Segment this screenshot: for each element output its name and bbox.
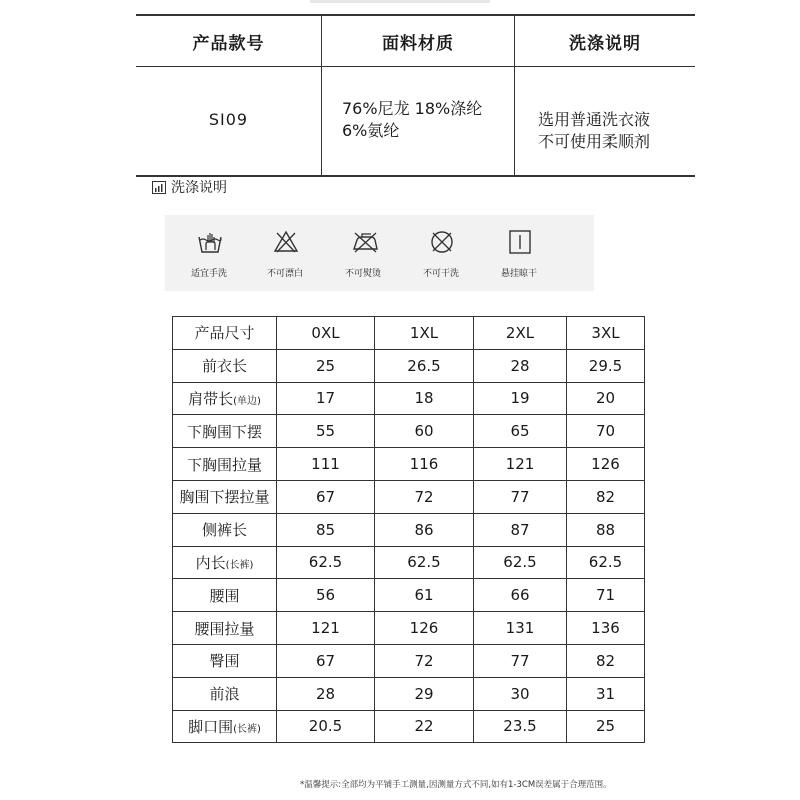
size-value-cell: 121 [474, 448, 567, 481]
size-table-header-row [173, 317, 645, 350]
table-row [173, 349, 645, 382]
care-item-hand-wash [169, 215, 249, 291]
size-table [172, 316, 645, 743]
size-value-cell: 61 [375, 579, 474, 612]
row-label-text: 侧裤长 [201, 521, 247, 540]
row-label [173, 710, 277, 743]
size-value-cell: 18 [375, 382, 474, 415]
size-value-cell: 121 [277, 612, 375, 645]
row-label-text: 下胸围拉量 [186, 455, 262, 474]
size-value-cell: 88 [567, 513, 645, 546]
size-value-cell: 85 [277, 513, 375, 546]
size-header-0xl: 0XL [277, 317, 375, 350]
row-label [173, 612, 277, 645]
header-fabric: 面料材质 [382, 33, 454, 54]
size-value-cell: 71 [567, 579, 645, 612]
size-header-1xl: 1XL [375, 317, 474, 350]
size-value-cell: 26.5 [375, 349, 474, 382]
care-section-title [152, 177, 227, 197]
size-value-cell: 72 [375, 644, 474, 677]
size-value-cell: 66 [474, 579, 567, 612]
row-label-text: 前浪 [209, 685, 240, 704]
row-label [173, 382, 277, 415]
row-label-text: 腰围 [209, 586, 240, 605]
size-value-cell: 67 [277, 480, 375, 513]
care-item-no-dry-clean [401, 215, 481, 291]
table-row [173, 382, 645, 415]
table-row [173, 415, 645, 448]
size-value-cell: 67 [277, 644, 375, 677]
no-iron-icon [351, 229, 379, 255]
size-value-cell: 86 [375, 513, 474, 546]
care-label: 适宜手洗 [190, 269, 227, 279]
size-value-cell: 25 [277, 349, 375, 382]
size-value-cell: 111 [277, 448, 375, 481]
hand-wash-icon [197, 229, 223, 255]
fabric-composition [322, 67, 514, 173]
row-label-text: 下胸围下摆 [186, 422, 262, 441]
no-bleach-icon [273, 229, 299, 255]
size-value-cell: 82 [567, 480, 645, 513]
row-label [173, 644, 277, 677]
size-value-cell: 126 [567, 448, 645, 481]
size-value-cell: 28 [474, 349, 567, 382]
size-value-cell: 65 [474, 415, 567, 448]
size-header-label: 产品尺寸 [173, 317, 277, 350]
size-value-cell: 28 [277, 677, 375, 710]
size-value-cell: 17 [277, 382, 375, 415]
fabric-line-2: 6%氨纶 [342, 121, 400, 140]
size-value-cell: 82 [567, 644, 645, 677]
hang-dry-icon [507, 229, 533, 255]
care-label: 悬挂晾干 [500, 269, 537, 279]
row-label-note: (长裤) [225, 559, 254, 571]
row-label-text: 腰围拉量 [194, 619, 255, 638]
top-divider [310, 0, 490, 3]
size-value-cell: 62.5 [567, 546, 645, 579]
size-value-cell: 19 [474, 382, 567, 415]
care-label: 不可漂白 [266, 269, 303, 279]
row-label-text: 前衣长 [201, 357, 247, 376]
size-value-cell: 136 [567, 612, 645, 645]
row-label [173, 349, 277, 382]
row-label-text: 臀围 [209, 652, 240, 671]
footer-note: *温馨提示:全部均为平铺手工测量,因测量方式不同,如有1-3CM误差属于合理范围。 [300, 780, 612, 790]
row-label-text: 肩带长 [188, 389, 234, 408]
size-value-cell: 60 [375, 415, 474, 448]
row-label-note: (长裤) [233, 723, 261, 735]
size-header-2xl: 2XL [474, 317, 567, 350]
table-row [173, 644, 645, 677]
bar-chart-icon [152, 181, 166, 194]
size-value-cell: 62.5 [277, 546, 375, 579]
wash-line-1: 选用普通洗衣液 [538, 110, 651, 129]
row-label [173, 546, 277, 579]
row-label [173, 415, 277, 448]
size-value-cell: 77 [474, 480, 567, 513]
row-label [173, 513, 277, 546]
row-label-text: 脚口围 [188, 717, 234, 736]
product-code: SI09 [208, 110, 249, 129]
size-value-cell: 77 [474, 644, 567, 677]
row-label-text: 胸围下摆拉量 [179, 488, 270, 507]
size-value-cell: 116 [375, 448, 474, 481]
size-value-cell: 30 [474, 677, 567, 710]
row-label [173, 579, 277, 612]
size-value-cell: 22 [375, 710, 474, 743]
size-value-cell: 20.5 [277, 710, 375, 743]
size-value-cell: 62.5 [474, 546, 567, 579]
size-value-cell: 25 [567, 710, 645, 743]
row-label-note: (单边) [233, 395, 261, 407]
wash-line-2: 不可使用柔顺剂 [538, 132, 651, 151]
size-value-cell: 56 [277, 579, 375, 612]
wash-instructions [515, 67, 695, 173]
table-row [173, 612, 645, 645]
size-value-cell: 131 [474, 612, 567, 645]
size-value-cell: 20 [567, 382, 645, 415]
care-item-no-iron [323, 215, 403, 291]
product-info-table [136, 14, 695, 177]
header-wash: 洗涤说明 [569, 33, 641, 54]
size-value-cell: 29.5 [567, 349, 645, 382]
size-value-cell: 87 [474, 513, 567, 546]
fabric-line-1: 76%尼龙 18%涤纶 [342, 99, 483, 118]
row-label [173, 448, 277, 481]
row-label [173, 677, 277, 710]
table-row [173, 513, 645, 546]
size-value-cell: 62.5 [375, 546, 474, 579]
size-value-cell: 23.5 [474, 710, 567, 743]
table-row [173, 579, 645, 612]
row-label [173, 480, 277, 513]
care-label: 不可干洗 [422, 269, 459, 279]
care-section-title-text: 洗涤说明 [171, 180, 227, 196]
size-value-cell: 55 [277, 415, 375, 448]
table-row [173, 546, 645, 579]
table-row [173, 448, 645, 481]
table-row [173, 677, 645, 710]
no-dry-clean-icon [429, 229, 455, 255]
row-label-text: 内长 [195, 553, 226, 572]
care-label: 不可熨烫 [344, 269, 381, 279]
size-header-3xl: 3XL [567, 317, 645, 350]
size-value-cell: 29 [375, 677, 474, 710]
care-item-no-bleach [245, 215, 325, 291]
size-value-cell: 31 [567, 677, 645, 710]
table-row [173, 710, 645, 743]
header-product-code: 产品款号 [192, 33, 265, 54]
care-icons-panel [165, 215, 594, 291]
size-value-cell: 126 [375, 612, 474, 645]
size-value-cell: 70 [567, 415, 645, 448]
table-row [173, 480, 645, 513]
care-item-hang-dry [479, 215, 559, 291]
size-value-cell: 72 [375, 480, 474, 513]
